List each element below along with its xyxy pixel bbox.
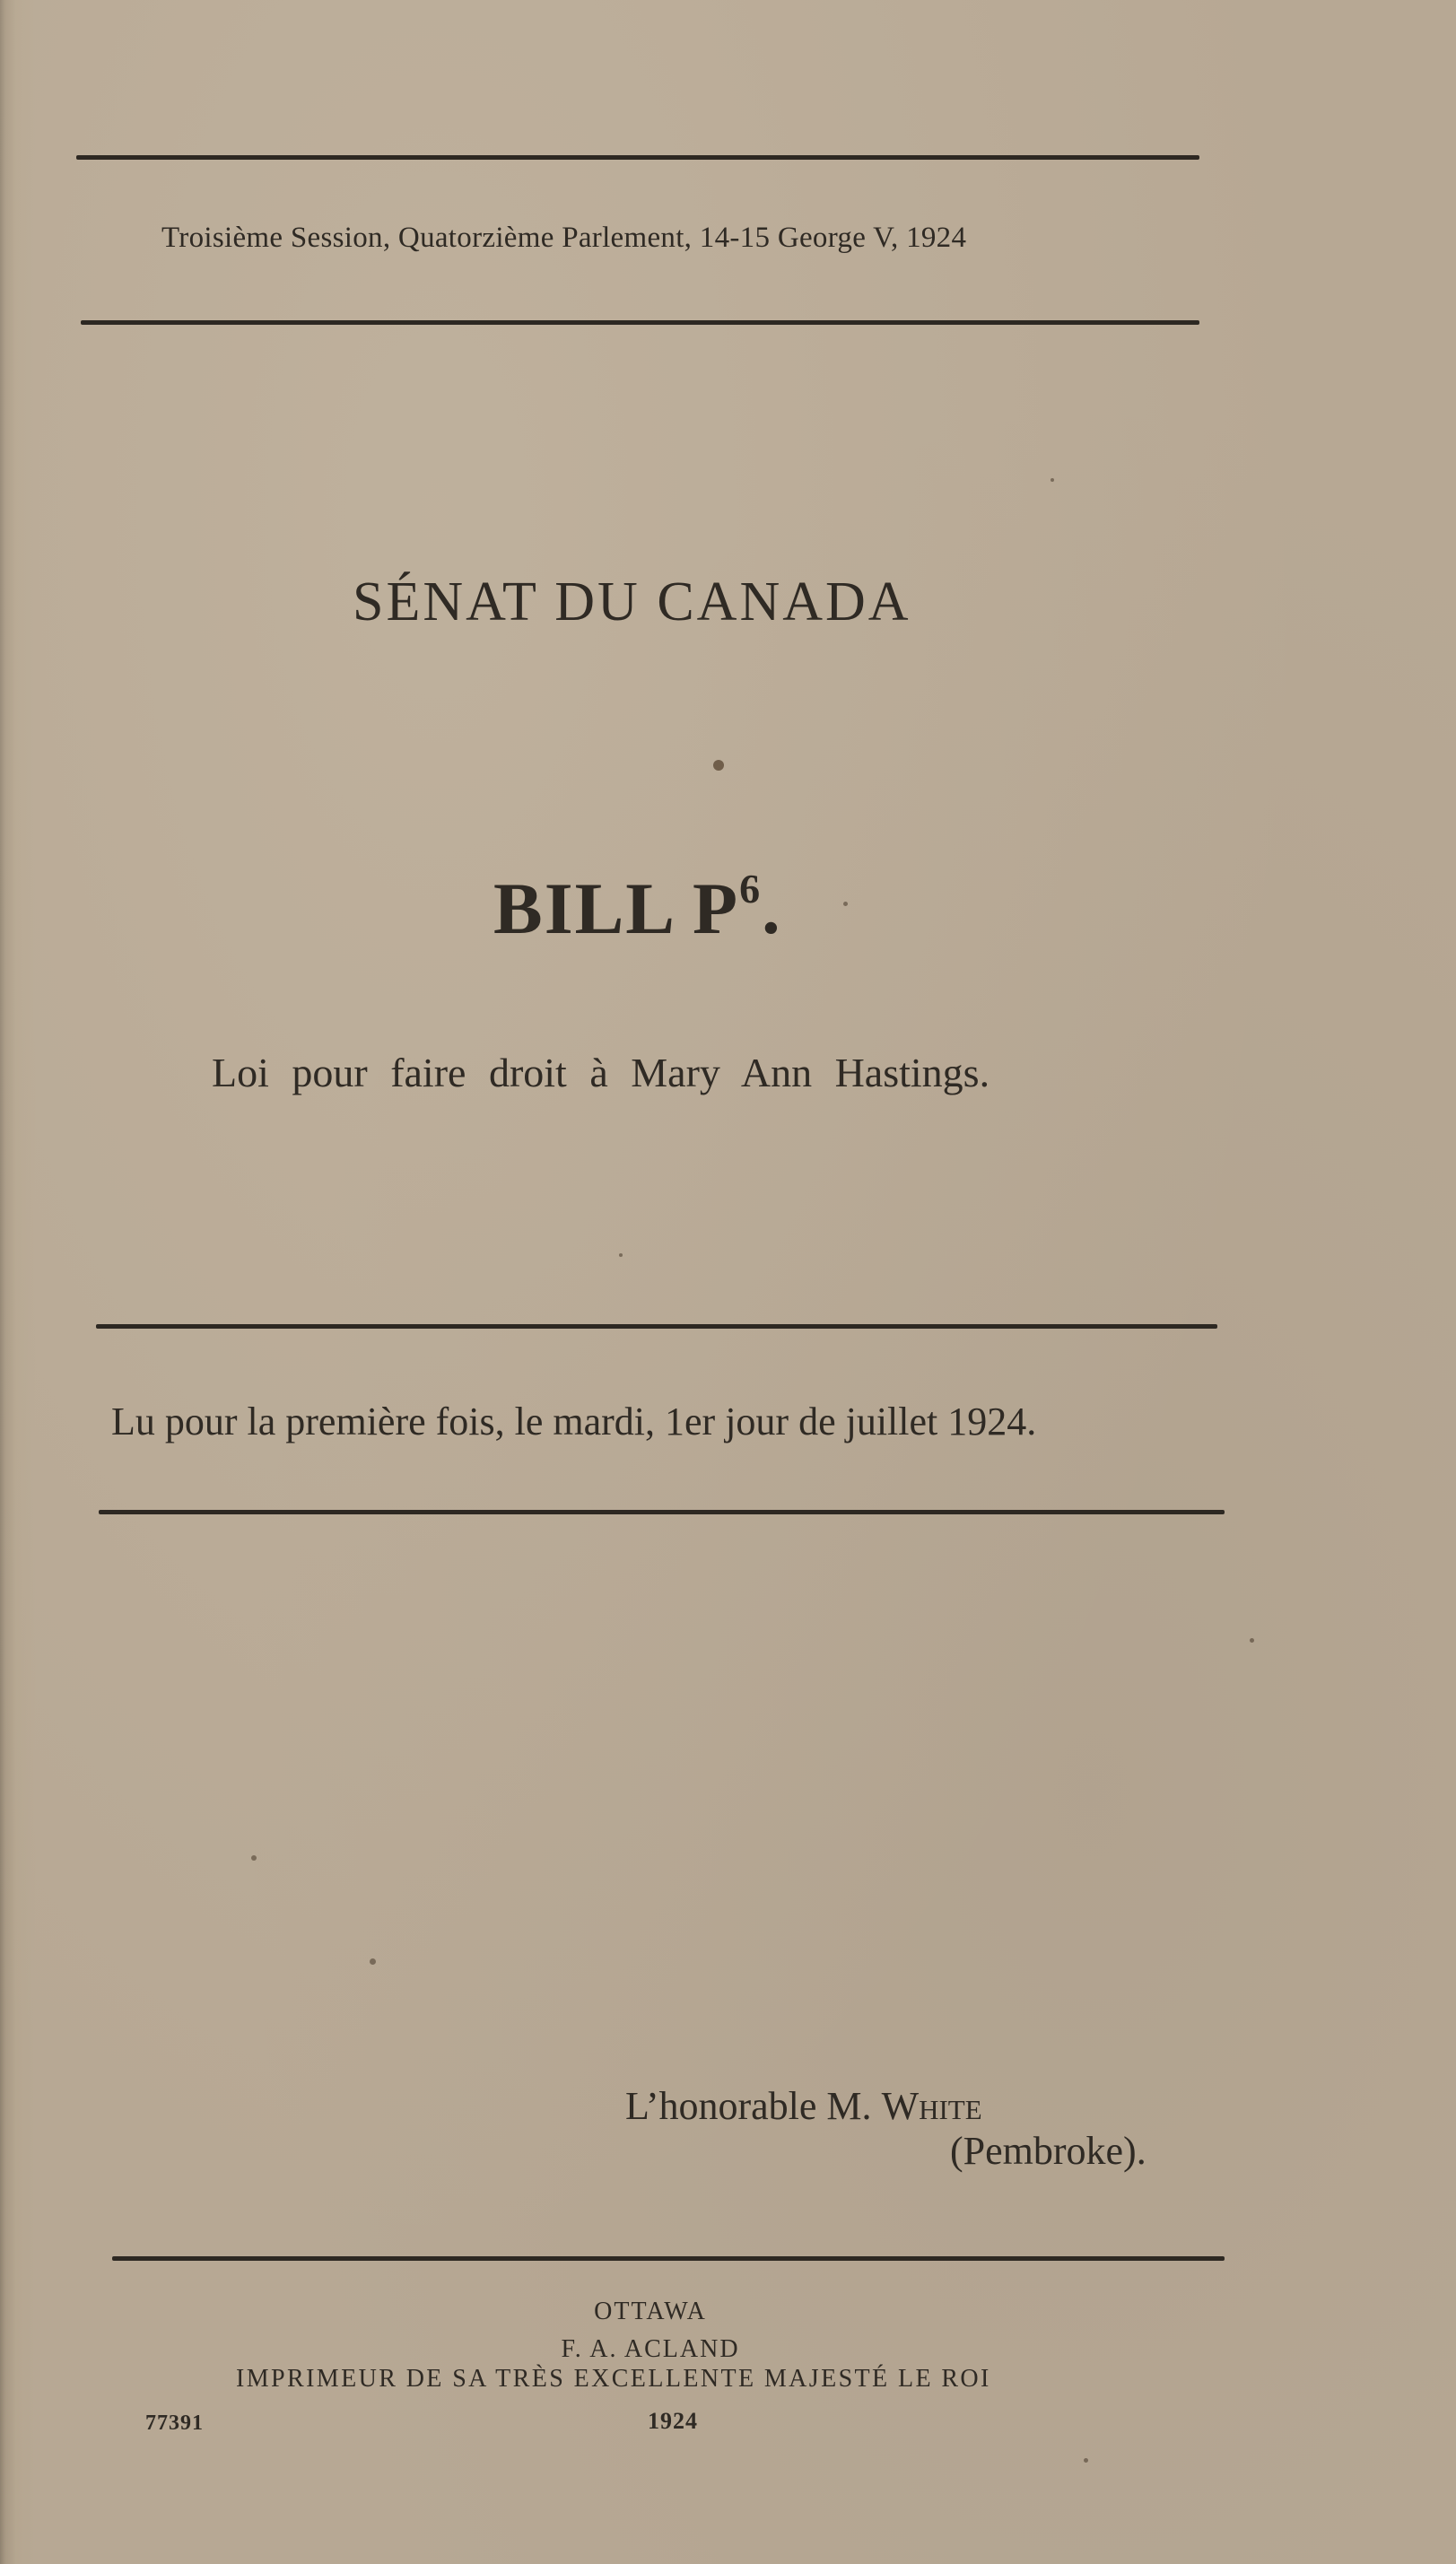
first-reading-line: Lu pour la première fois, le mardi, 1er jour de juillet 1924.: [111, 1400, 1037, 1443]
reading-bottom-rule: [99, 1510, 1225, 1514]
bill-number-superscript: 6: [739, 866, 763, 911]
paper-speck: [713, 760, 724, 771]
paper-speck: [1051, 478, 1054, 482]
bill-title: Loi pour faire droit à Mary Ann Hastings.: [212, 1050, 990, 1095]
paper-speck: [843, 902, 848, 906]
imprint-rule: [112, 2256, 1225, 2261]
chamber-title: SÉNAT DU CANADA: [353, 571, 911, 632]
catalogue-number: 77391: [145, 2411, 204, 2435]
bill-period: .: [762, 868, 782, 949]
sponsor-riding: (Pembroke).: [950, 2129, 1146, 2173]
imprint-year: 1924: [648, 2408, 698, 2434]
sponsor-prefix: L’honorable M.: [625, 2084, 882, 2128]
paper-speck: [1250, 1638, 1254, 1643]
sponsor-name: White: [881, 2084, 982, 2128]
top-rule: [76, 155, 1199, 160]
session-line: Troisième Session, Quatorzième Parlement, 14-15 George V, 1924: [161, 222, 967, 254]
header-bottom-rule: [81, 320, 1199, 325]
paper-speck: [619, 1253, 623, 1257]
paper-speck: [1084, 2458, 1088, 2463]
imprint-title: IMPRIMEUR DE SA TRÈS EXCELLENTE MAJESTÉ LE ROI: [236, 2365, 991, 2393]
sponsor-line: [625, 2083, 982, 2129]
reading-top-rule: [96, 1324, 1217, 1329]
paper-speck: [370, 1958, 376, 1965]
paper-speck: [251, 1855, 257, 1861]
bill-label: BILL P: [493, 868, 740, 949]
imprint-city: OTTAWA: [594, 2298, 707, 2325]
bill-heading: [493, 865, 782, 951]
imprint-printer: F. A. ACLAND: [561, 2335, 740, 2363]
